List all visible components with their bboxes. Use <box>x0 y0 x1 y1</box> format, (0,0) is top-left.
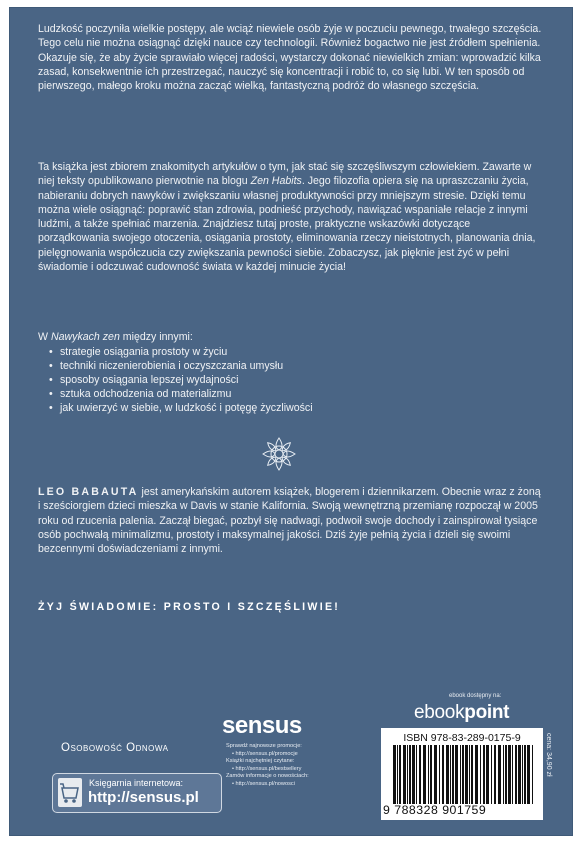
ebook-logo-part-a: ebook <box>414 702 465 723</box>
back-cover <box>10 8 572 835</box>
tagline: ŻYJ ŚWIADOMIE: PROSTO I SZCZĘŚLIWIE! <box>38 601 341 613</box>
intro-prefix: W <box>38 331 51 343</box>
feature-list <box>38 345 518 415</box>
features-intro <box>38 330 543 344</box>
sensus-logo: sensus <box>222 712 302 739</box>
list-item: • jak uwierzyć w siebie, w ludzkość i potęgę życzliwości <box>38 401 518 415</box>
intro-suffix: między innymi: <box>119 331 193 343</box>
series-logo: Osobowość Odnowa <box>61 742 169 754</box>
author-name: LEO BABAUTA <box>38 486 139 498</box>
ebook-available-label: ebook dostępny na: <box>449 693 502 699</box>
book-title: Nawykach zen <box>50 331 120 343</box>
promo-links <box>226 743 366 789</box>
p2-part2: . Jego filozofia opiera się na upraszczaniu życia, nabieraniu dobrych nawyków i zwiększaniu własnej produktywności przy mniejszym stresie. Dzięki temu można wiele osiągnąć: poprawić stan zdrowia, podnieść przychody, nawiązać wspaniałe relacje z innymi ludźmi, a także spełniać marzenia. Znajdziesz tutaj proste, praktyczne wskazówki dotyczące porządkowania swojego otoczenia, osiągania prostoty, eliminowania rzeczy nieistotnych, planowania dnia, pielęgnowania współczucia czy zwiększania pewności siebie. Zobaczysz, jak pięknie jest żyć w pełni świadomie i odczuwać cudowność świata w każdej minucie życia! <box>38 175 536 274</box>
promo-line: Książki najchętniej czytane: <box>226 758 295 765</box>
list-item: • strategie osiągania prostoty w życiu <box>38 345 518 359</box>
ebookpoint-logo <box>414 702 509 724</box>
author-bio-text: jest amerykańskim autorem książek, blogerem i dziennikarzem. Obecnie wraz z żoną i sześciorgiem dzieci mieszka w Davis w stanie Kalifornia. Swoją wewnętrzną przemianę rozpoczął w 2005 roku od rzucenia palenia. Zaczął biegać, pozbył się nadwagi, podwoił swoje dochody i zainspirował tysiące osób pochwałą minimalizmu, prostoty i maksymalnej jakości. Dziś żyje pełnią życia i dzieli się swoimi bezcennymi doświadczeniami z innymi. <box>38 486 541 556</box>
promo-line: Sprawdź najnowsze promocje: <box>226 743 302 749</box>
barcode-box <box>381 728 543 820</box>
promo-line: Zamów informacje o nowościach: <box>226 773 309 780</box>
list-item: • techniki niczenierobienia i oczyszczania umysłu <box>38 359 518 373</box>
description-paragraph-1: Ludzkość poczyniła wielkie postępy, ale wciąż niewiele osób żyje w poczuciu pewnego, trwałego szczęścia. Tego celu nie można osiągnąć dzięki nauce czy technologii. Również bogactwo nie jest źródłem spełnienia. Okazuje się, że aby życie sprawiało więcej radości, wystarczy dokonać niewielkich zmian: wprowadzić kilka zasad, konsekwentnie ich przestrzegać, nauczyć się koncentracji i robić to, co się lubi. W ten sposób od pierwszego, małego kroku można zacząć wielką, fantastyczną podróż do własnego szczęścia. <box>38 23 542 93</box>
promo-link[interactable]: • http://sensus.pl/nowosci <box>232 780 295 787</box>
list-item: • sposoby osiągania lepszej wydajności <box>38 373 518 387</box>
description-paragraph-2 <box>38 160 543 274</box>
lotus-ornament-icon <box>261 436 297 472</box>
price: cena: 34,90 zł <box>545 733 552 777</box>
shopping-cart-icon <box>58 778 82 807</box>
store-url[interactable]: http://sensus.pl <box>88 789 199 806</box>
p2-part1: Ta książka jest zbiorem znakomitych artykułów o tym, jak stać się szczęśliwszym człowiekiem. Zawarte w niej teksty opublikowano pierwotnie na blogu <box>38 161 532 188</box>
store-label: Księgarnia internetowa: <box>89 778 184 788</box>
author-bio <box>38 485 543 556</box>
ebook-logo-part-b: point <box>464 702 510 723</box>
promo-link[interactable]: • http://sensus.pl/bestsellery <box>232 765 302 772</box>
promo-link[interactable]: • http://sensus.pl/promocje <box>232 750 298 757</box>
list-item: • sztuka odchodzenia od materializmu <box>38 387 518 401</box>
online-store-badge[interactable] <box>52 773 222 813</box>
barcode-icon <box>393 745 535 804</box>
ean-number: 9 788328 901759 <box>383 803 487 817</box>
isbn: ISBN 978-83-289-0175-9 <box>403 732 521 744</box>
blog-name: Zen Habits <box>250 175 302 188</box>
